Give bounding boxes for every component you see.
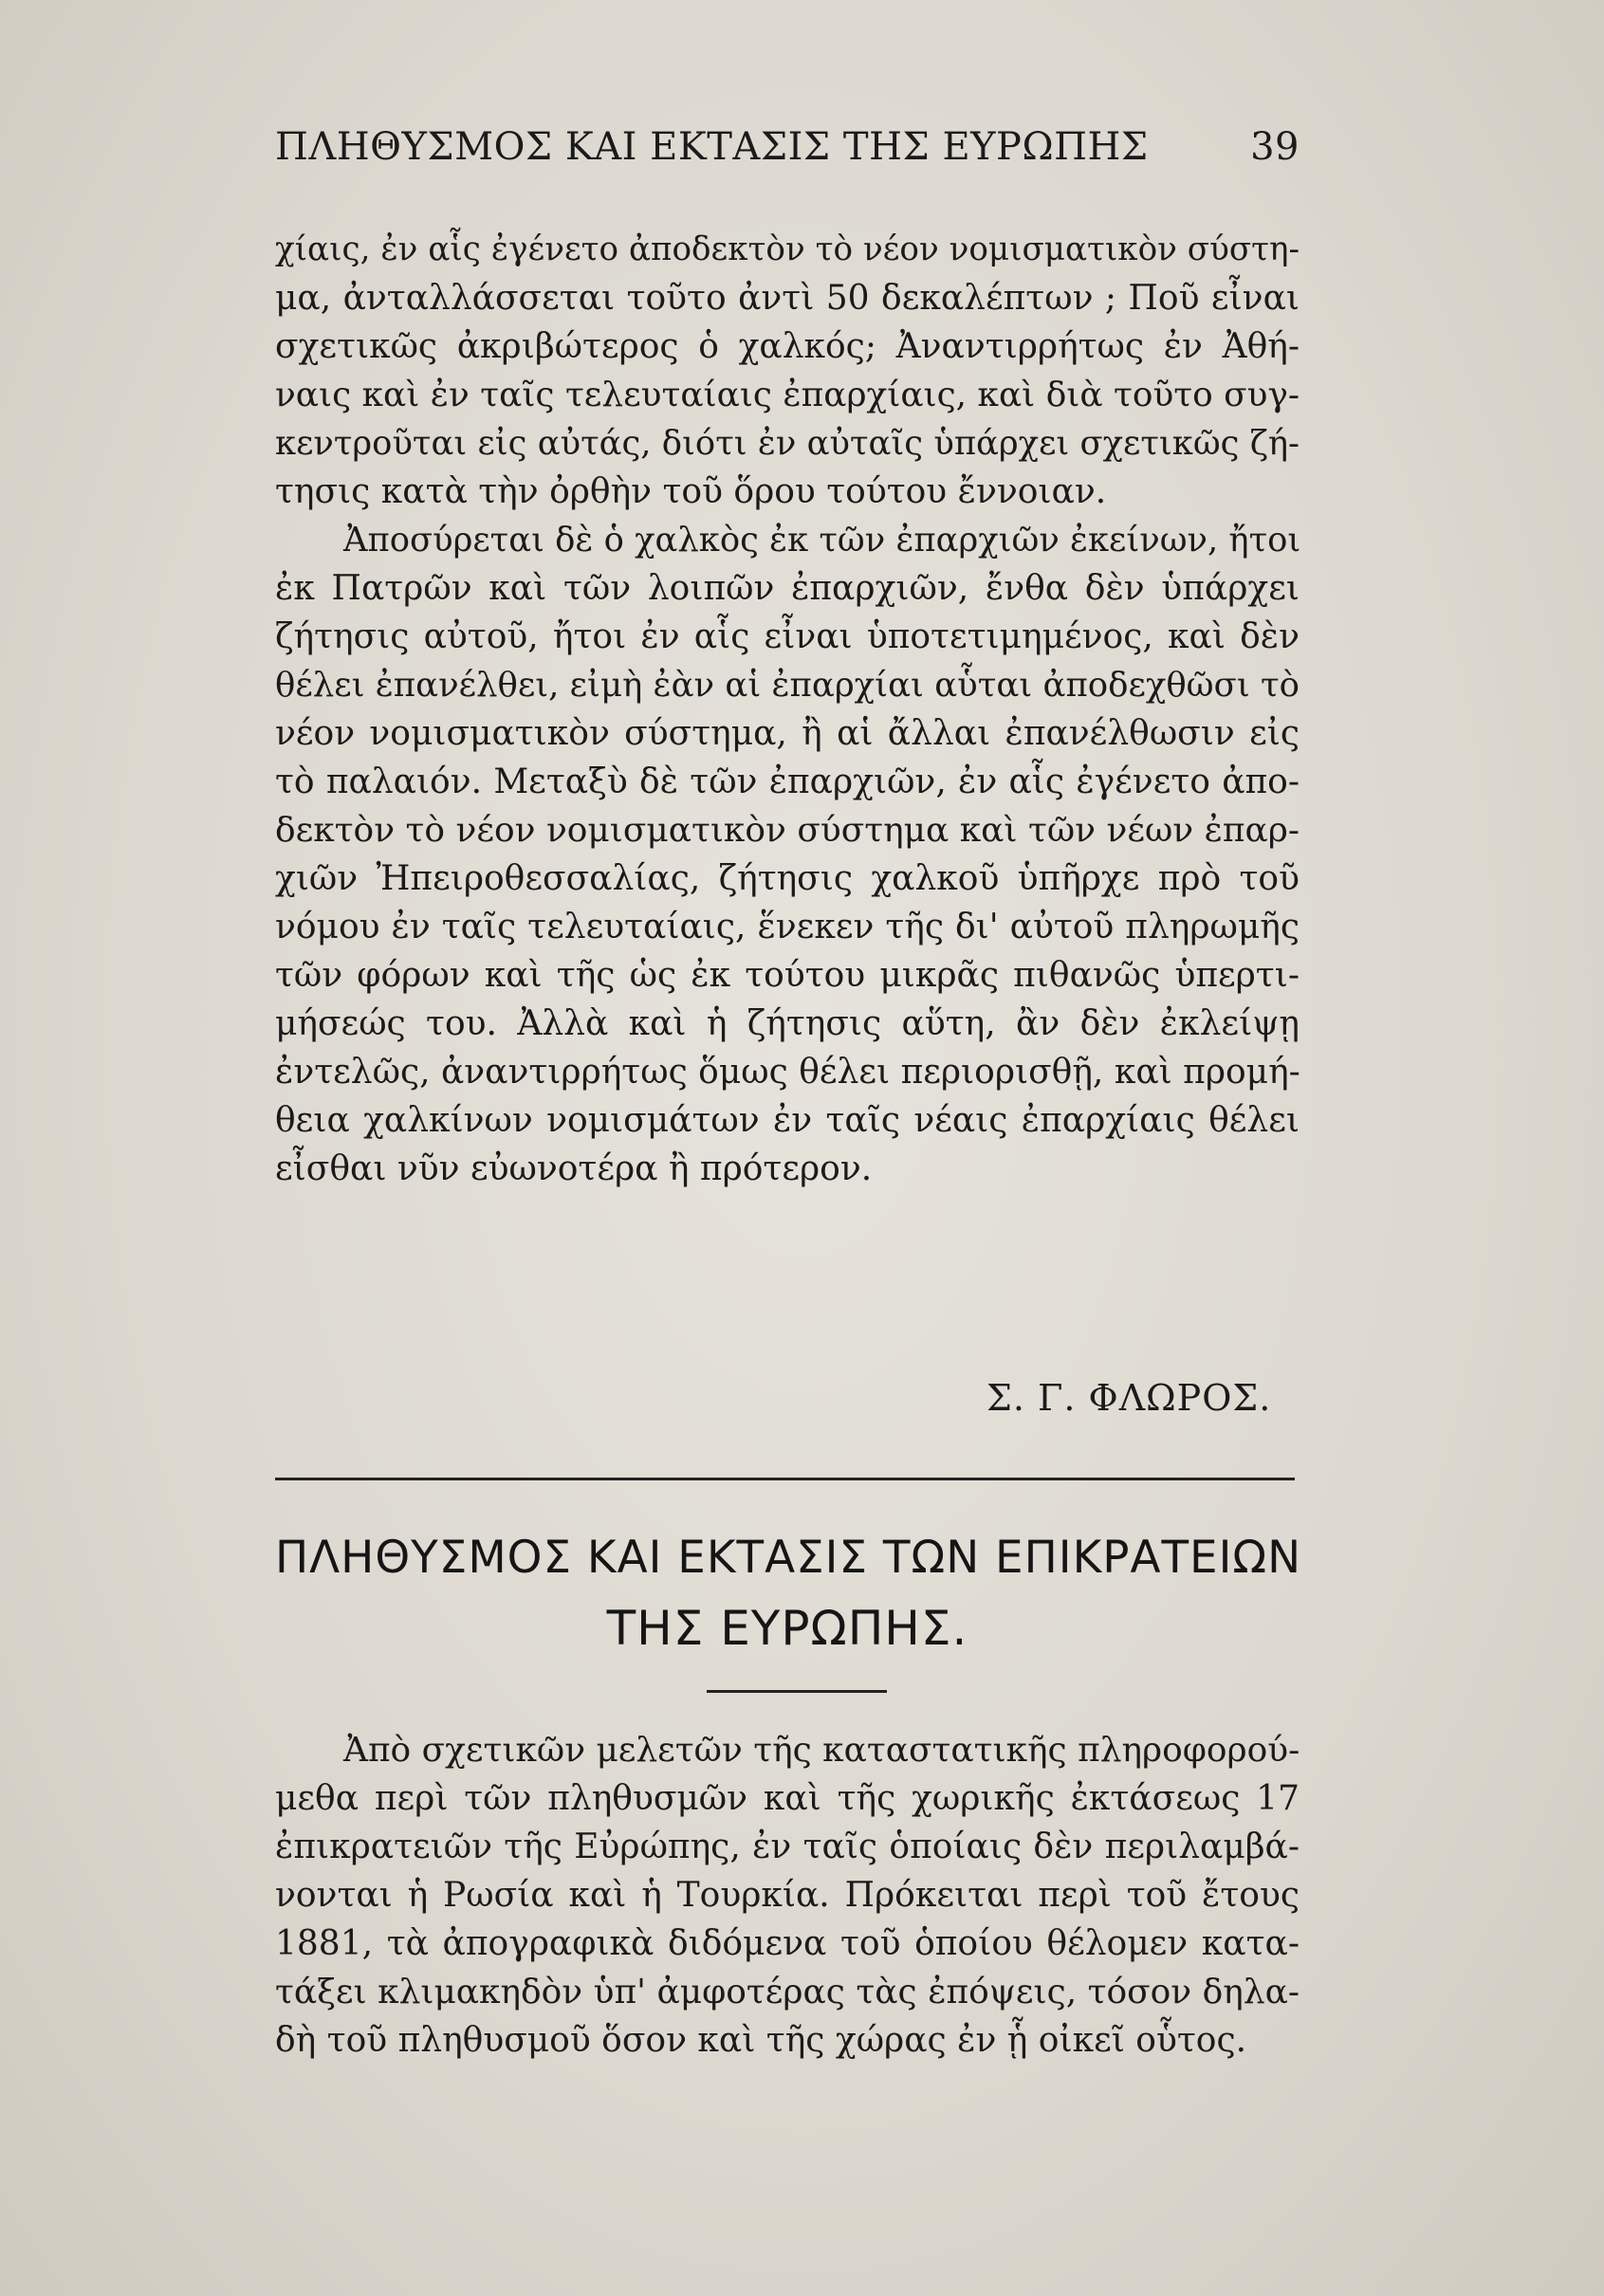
running-head — [275, 125, 1300, 182]
text-line: μεθα περὶ τῶν πληθυσμῶν καὶ τῆς χωρικῆς ἐκτάσεως 17 — [275, 1779, 1300, 1818]
text-line: χιῶν Ἠπειροθεσσαλίας, ζήτησις χαλκοῦ ὑπῆρχε πρὸ τοῦ — [275, 859, 1300, 898]
text-line: σχετικῶς ἀκριβώτερος ὁ χαλκός; Ἀναντιρρήτως ἐν Ἀθή- — [275, 327, 1300, 366]
text-line: νονται ἡ Ρωσία καὶ ἡ Τουρκία. Πρόκειται περὶ τοῦ ἔτους — [275, 1876, 1300, 1915]
text-line: χίαις, ἐν αἷς ἐγένετο ἀποδεκτὸν τὸ νέον νομισματικὸν σύστη- — [275, 230, 1300, 268]
text-line: θέλει ἐπανέλθει, εἰμὴ ἐὰν αἱ ἐπαρχίαι αὗται ἀποδεχθῶσι τὸ — [275, 666, 1300, 705]
text-line: ναις καὶ ἐν ταῖς τελευταίαις ἐπαρχίαις, καὶ διὰ τοῦτο συγ- — [275, 376, 1300, 414]
text-line: ζήτησις αὐτοῦ, ἤτοι ἐν αἷς εἶναι ὑποτετιμημένος, καὶ δὲν — [275, 617, 1300, 656]
article-heading-line-2: ΤΗΣ ΕΥΡΩΠΗΣ. — [606, 1601, 968, 1656]
text-line: νέον νομισματικὸν σύστημα, ἢ αἱ ἄλλαι ἐπανέλθωσιν εἰς — [275, 714, 1300, 753]
author-signature: Σ. Γ. ΦΛΩΡΟΣ. — [986, 1377, 1272, 1419]
text-line: δὴ τοῦ πληθυσμοῦ ὅσον καὶ τῆς χώρας ἐν ᾗ οἰκεῖ οὗτος. — [275, 2021, 1247, 2060]
text-line: νόμου ἐν ταῖς τελευταίαις, ἕνεκεν τῆς δι' αὐτοῦ πληρωμῆς — [275, 908, 1300, 946]
page-number: 39 — [1250, 125, 1300, 169]
text-line: θεια χαλκίνων νομισμάτων ἐν ταῖς νέαις ἐπαρχίαις θέλει — [275, 1101, 1300, 1140]
text-line: μήσεώς του. Ἀλλὰ καὶ ἡ ζήτησις αὕτη, ἂν δὲν ἐκλείψῃ — [275, 1004, 1300, 1043]
article-heading-line-1: ΠΛΗΘΥΣΜΟΣ ΚΑΙ ΕΚΤΑΣΙΣ ΤΩΝ ΕΠΙΚΡΑΤΕΙΩΝ — [275, 1533, 1302, 1584]
text-line: Ἀπὸ σχετικῶν μελετῶν τῆς καταστατικῆς πληροφορού- — [343, 1731, 1300, 1770]
text-line: ἐπικρατειῶν τῆς Εὐρώπης, ἐν ταῖς ὁποίαις δὲν περιλαμβά- — [275, 1828, 1300, 1866]
text-line: τάξει κλιμακηδὸν ὑπ' ἀμφοτέρας τὰς ἐπόψεις, τόσον δηλα- — [275, 1973, 1300, 2011]
text-line: τησις κατὰ τὴν ὀρθὴν τοῦ ὅρου τούτου ἔννοιαν. — [275, 472, 1107, 511]
text-line: ἐκ Πατρῶν καὶ τῶν λοιπῶν ἐπαρχιῶν, ἔνθα δὲν ὑπάρχει — [275, 569, 1300, 608]
heading-rule — [707, 1690, 887, 1693]
text-line: μα, ἀνταλλάσσεται τοῦτο ἀντὶ 50 δεκαλέπτων ; Ποῦ εἶναι — [275, 279, 1300, 318]
article-body — [275, 1726, 1300, 2065]
text-line: Ἀποσύρεται δὲ ὁ χαλκὸς ἐκ τῶν ἐπαρχιῶν ἐκείνων, ἤτοι — [343, 521, 1301, 560]
text-line: 1881, τὰ ἀπογραφικὰ διδόμενα τοῦ ὁποίου θέλομεν κατα- — [275, 1924, 1300, 1963]
text-line: τὸ παλαιόν. Μεταξὺ δὲ τῶν ἐπαρχιῶν, ἐν αἷς ἐγένετο ἀπο- — [275, 762, 1300, 801]
text-line: εἶσθαι νῦν εὐωνοτέρα ἢ πρότερον. — [275, 1149, 873, 1188]
article-body-continued — [275, 226, 1300, 1193]
running-head-title: ΠΛΗΘΥΣΜΟΣ ΚΑΙ ΕΚΤΑΣΙΣ ΤΗΣ ΕΥΡΩΠΗΣ — [275, 125, 1149, 169]
text-line: ἐντελῶς, ἀναντιρρήτως ὅμως θέλει περιορισθῇ, καὶ προμή- — [275, 1053, 1300, 1092]
text-line: τῶν φόρων καὶ τῆς ὡς ἐκ τούτου μικρᾶς πιθανῶς ὑπερτι- — [275, 956, 1300, 995]
text-line: δεκτὸν τὸ νέον νομισματικὸν σύστημα καὶ τῶν νέων ἐπαρ- — [275, 811, 1300, 850]
text-line: κεντροῦται εἰς αὐτάς, διότι ἐν αὐταῖς ὑπάρχει σχετικῶς ζή- — [275, 424, 1300, 463]
section-divider — [275, 1478, 1295, 1480]
